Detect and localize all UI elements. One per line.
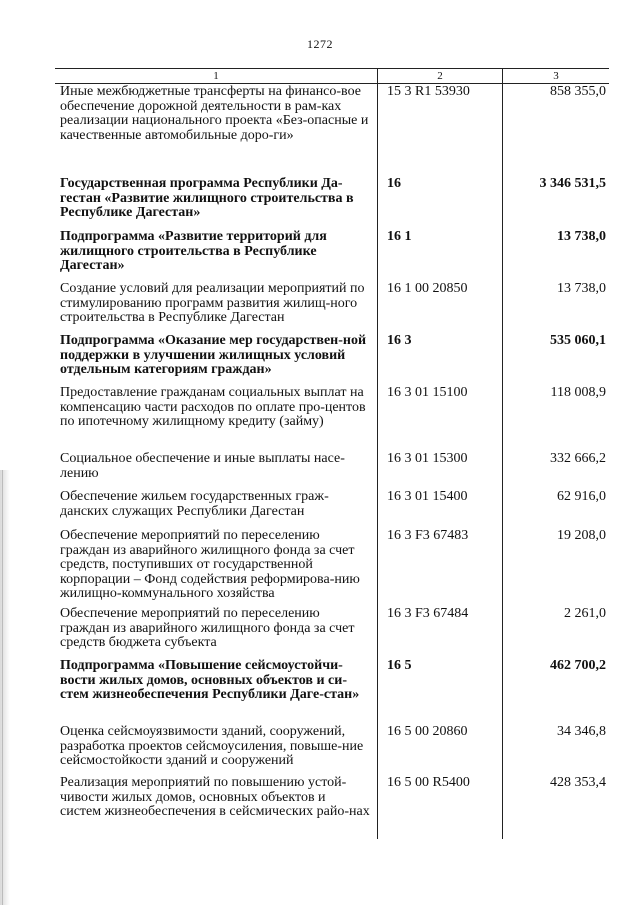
- row-amount: 428 353,4: [550, 775, 606, 790]
- table-row: [55, 490, 609, 519]
- column-header-2: 2: [378, 69, 503, 83]
- row-amount: 2 261,0: [564, 606, 606, 621]
- table-row: [55, 386, 609, 430]
- row-name: Государственная программа Республики Да-гестан «Развитие жилищного строительства в Республике Дагестан»: [60, 176, 354, 220]
- row-amount: 462 700,2: [550, 658, 606, 673]
- row-amount: 332 666,2: [550, 451, 606, 466]
- row-name: Подпрограмма «Оказание мер государствен-ной поддержки в улучшении жилищных условий отдельным категориям граждан»: [60, 333, 367, 377]
- table-row: [55, 607, 609, 651]
- row-name: Создание условий для реализации мероприятий по стимулированию программ развития жилищ-ного строительства в Республике Дагестан: [60, 281, 365, 325]
- table-row: [55, 282, 609, 326]
- row-name: Обеспечение мероприятий по переселению граждан из аварийного жилищного фонда за счет средств, поступивших от государственной корпорации – Фонд содействия реформирова-нию жилищно-коммунального хозяйства: [60, 528, 360, 601]
- column-header-1: 1: [55, 69, 378, 83]
- table-row: [55, 334, 609, 378]
- row-code: 16 1 00 20850: [387, 281, 468, 296]
- row-amount: 62 916,0: [557, 489, 606, 504]
- row-name: Предоставление гражданам социальных выплат на компенсацию части расходов по оплате про-центов по ипотечному жилищному кредиту (займу): [60, 385, 366, 429]
- row-name: Иные межбюджетные трансферты на финансо-вое обеспечение дорожной деятельности в рам-ках реализации национального проекта «Без-опасные и качественные автомобильные доро-ги»: [60, 84, 369, 143]
- scan-edge-line: [2, 470, 3, 905]
- row-amount: 13 738,0: [557, 229, 606, 244]
- row-code: 16 3 01 15300: [387, 451, 468, 466]
- row-amount: 19 208,0: [557, 528, 606, 543]
- row-code: 16 3 01 15100: [387, 385, 468, 400]
- row-code: 16: [387, 176, 401, 191]
- page-number: 1272: [307, 37, 333, 51]
- table-row: [55, 452, 609, 481]
- table-row: [55, 85, 609, 143]
- row-code: 16 3 F3 67484: [387, 606, 469, 621]
- table-row: [55, 776, 609, 820]
- budget-table: [55, 68, 609, 839]
- row-name: Подпрограмма «Повышение сейсмоустойчи-вости жилых домов, основных объектов и си-стем жизнеобеспечения Республики Даге-стан»: [60, 658, 360, 702]
- row-code: 16 1: [387, 229, 412, 244]
- row-code: 16 3: [387, 333, 412, 348]
- row-code: 16 5: [387, 658, 412, 673]
- table-row: [55, 230, 609, 274]
- row-name: Обеспечение мероприятий по переселению граждан из аварийного жилищного фонда за счет средств бюджета субъекта: [60, 606, 355, 650]
- row-code: 16 3 F3 67483: [387, 528, 469, 543]
- row-amount: 858 355,0: [550, 84, 606, 99]
- row-name: Оценка сейсмоуязвимости зданий, сооружений, разработка проектов сейсмоусиления, повыше-ние сейсмостойкости зданий и сооружений: [60, 724, 364, 768]
- table-row: [55, 725, 609, 769]
- row-name: Обеспечение жильем государственных граж-данских служащих Республики Дагестан: [60, 489, 329, 519]
- table-header: [55, 68, 609, 84]
- row-name: Подпрограмма «Развитие территорий для жилищного строительства в Республике Дагестан»: [60, 229, 327, 273]
- row-amount: 118 008,9: [550, 385, 606, 400]
- row-amount: 13 738,0: [557, 281, 606, 296]
- table-body: [55, 84, 609, 839]
- row-code: 16 3 01 15400: [387, 489, 468, 504]
- row-name: Социальное обеспечение и иные выплаты насе-лению: [60, 451, 345, 481]
- table-row: [55, 529, 609, 602]
- table-row: [55, 177, 609, 221]
- row-code: 16 5 00 20860: [387, 724, 468, 739]
- row-amount: 535 060,1: [550, 333, 606, 348]
- row-code: 16 5 00 R5400: [387, 775, 470, 790]
- row-amount: 34 346,8: [557, 724, 606, 739]
- row-name: Реализация мероприятий по повышению устой-чивости жилых домов, основных объектов и систем жизнеобеспечения в сейсмических райо-нах: [60, 775, 370, 819]
- row-code: 15 3 R1 53930: [387, 84, 470, 99]
- column-header-3: 3: [553, 70, 559, 82]
- table-row: [55, 659, 609, 703]
- row-amount: 3 346 531,5: [539, 176, 606, 191]
